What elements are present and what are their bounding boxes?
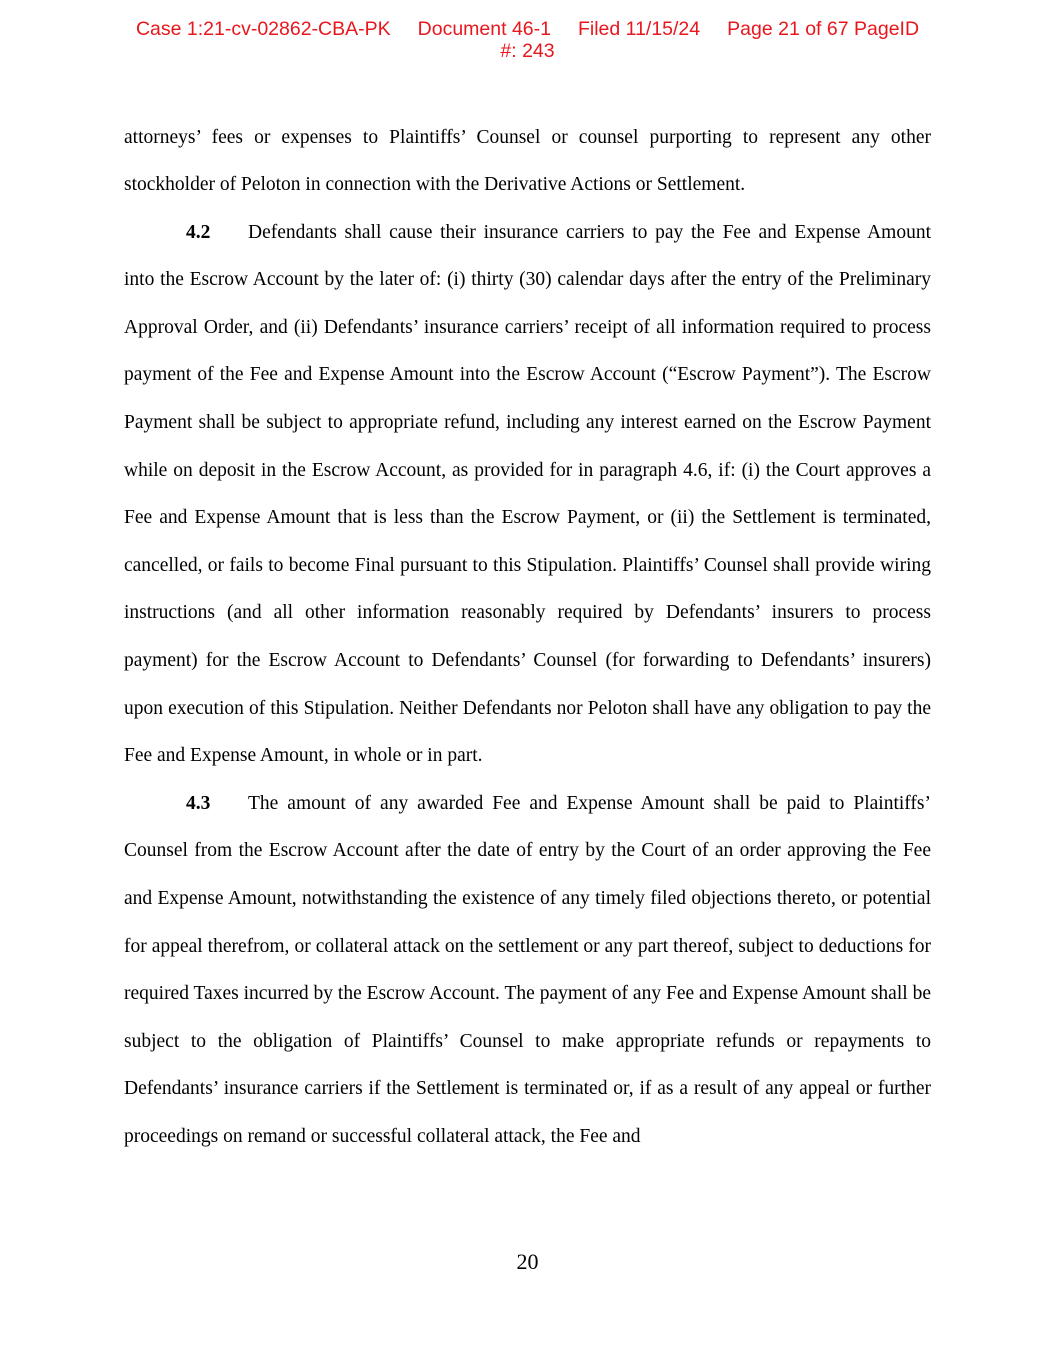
stamp-page-id: #: 243 [500,40,555,62]
section-number: 4.2 [186,221,211,243]
section-4-3-paragraph [124,780,931,1161]
section-text: The amount of any awarded Fee and Expense Amount shall be paid to Plaintiffs’ Counsel from the Escrow Account after the date of entry by the Court of an order approving the Fee and Expense Amount, notwithstanding the existence of any timely filed objections thereto, or potential for appeal therefrom, or collateral attack on the settlement or any part thereof, subject to deductions for required Taxes incurred by the Escrow Account. The payment of any Fee and Expense Amount shall be subject to the obligation of Plaintiffs’ Counsel to make appropriate refunds or repayments to Defendants’ insurance carriers if the Settlement is terminated or, if as a result of any appeal or further proceedings on remand or successful collateral attack, the Fee and [124,792,931,1147]
document-body [124,114,931,1161]
page-number: 20 [516,1249,539,1274]
stamp-case-number: Case 1:21-cv-02862-CBA-PK [135,18,391,40]
court-filing-stamp [0,18,1055,62]
continued-paragraph: attorneys’ fees or expenses to Plaintiffs’ Counsel or counsel purporting to represent any other stockholder of Peloton in connection with the Derivative Actions or Settlement. [124,126,931,196]
section-4-2-paragraph [124,209,931,780]
stamp-page-info: Page 21 of 67 PageID [727,18,920,40]
stamp-document-number: Document 46-1 [417,18,551,40]
stamp-filed-date: Filed 11/15/24 [577,18,701,40]
section-number: 4.3 [186,792,211,814]
stamp-line-1 [0,18,1055,40]
section-text: Defendants shall cause their insurance carriers to pay the Fee and Expense Amount into the Escrow Account by the later of: (i) thirty (30) calendar days after the entry of the Preliminary Approval Order, and (ii) Defendants’ insurance carriers’ receipt of all information required to process payment of the Fee and Expense Amount into the Escrow Account (“Escrow Payment”). The Escrow Payment shall be subject to appropriate refund, including any interest earned on the Escrow Payment while on deposit in the Escrow Account, as provided for in paragraph 4.6, if: (i) the Court approves a Fee and Expense Amount that is less than the Escrow Payment, or (ii) the Settlement is terminated, cancelled, or fails to become Final pursuant to this Stipulation. Plaintiffs’ Counsel shall provide wiring instructions (and all other information reasonably required by Defendants’ insurers to process payment) for the Escrow Account to Defendants’ Counsel (for forwarding to Defendants’ insurers) upon execution of this Stipulation. Neither Defendants nor Peloton shall have any obligation to pay the Fee and Expense Amount, in whole or in part. [124,221,931,767]
